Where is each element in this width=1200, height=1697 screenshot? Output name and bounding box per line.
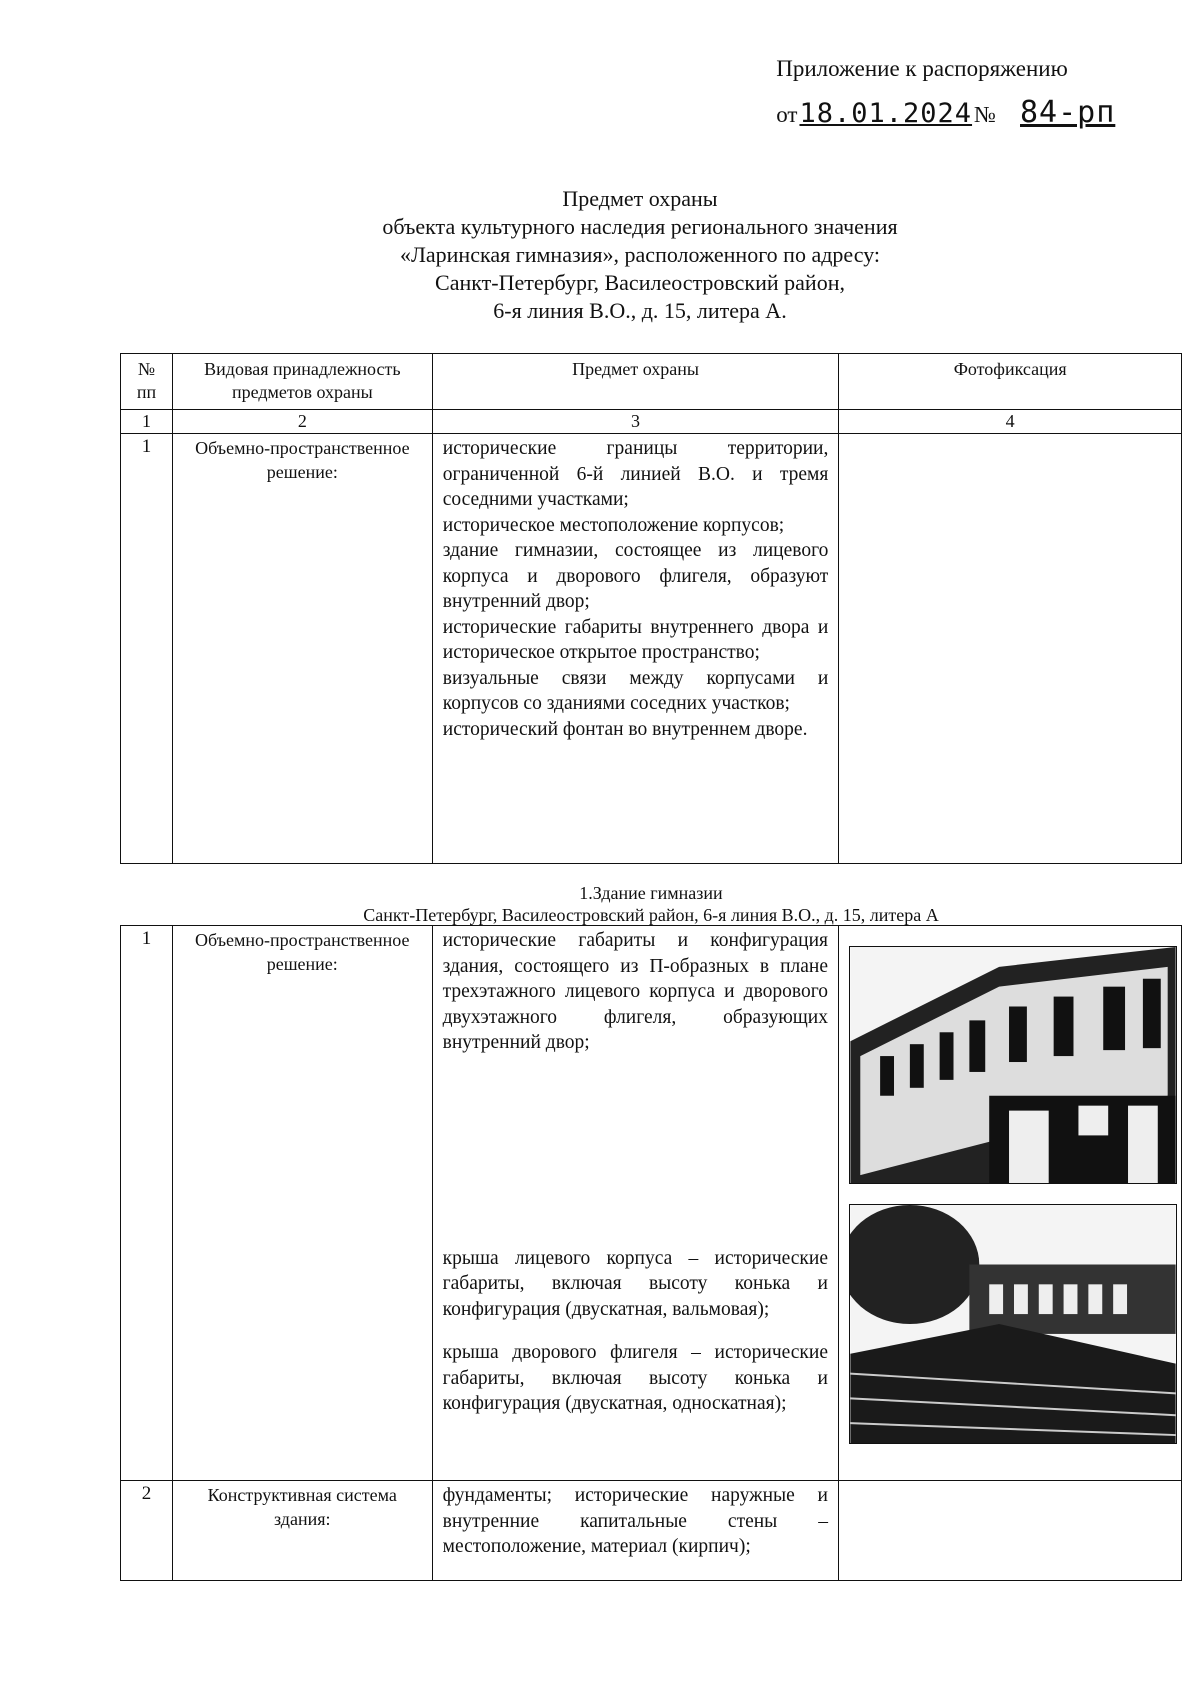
row-number: 2: [121, 1481, 173, 1581]
row-kind: Конструктивная система здания:: [172, 1481, 432, 1581]
appendix-header: [776, 55, 1128, 129]
protection-table-building: [120, 925, 1182, 1581]
subject-item: исторические границы территории, ограниченной 6-й линией В.О. и тремя соседними участками;: [442, 438, 829, 510]
title-line: Предмет охраны: [562, 186, 718, 211]
table-header-row: [121, 354, 1182, 410]
row-photo-empty: [839, 434, 1182, 864]
section-caption: [120, 882, 1182, 926]
from-prefix: от: [776, 102, 798, 127]
facade-photo: [849, 946, 1177, 1184]
header-no: № пп: [121, 354, 173, 410]
row-subject: [432, 434, 839, 864]
section-address: Санкт-Петербург, Василеостровский район, 6-я линия В.О., д. 15, литера А: [363, 905, 939, 925]
appendix-title: Приложение к распоряжению: [776, 56, 1068, 81]
subject-item: исторические габариты и конфигурация здания, состоящего из П-образных в плане трехэтажного лицевого корпуса и дворового двухэтажного флигеля, образующих внутренний двор;: [442, 930, 828, 1053]
col-number: 1: [121, 410, 173, 434]
header-kind: Видовая принадлежность предметов охраны: [172, 354, 432, 410]
title-line: 6-я линия В.О., д. 15, литера А.: [493, 298, 787, 323]
order-reference: [776, 95, 1128, 130]
section-title: 1.Здание гимназии: [579, 883, 723, 903]
subject-item: крыша лицевого корпуса – исторические габариты, включая высоту конька и конфигурация (двускатная, вальмовая);: [442, 1247, 828, 1320]
number-sign: №: [974, 102, 996, 127]
row-photo-empty: [839, 1481, 1182, 1581]
col-number: 4: [839, 410, 1182, 434]
subject-item: здание гимназии, состоящее из лицевого корпуса и дворового флигеля, образуют внутренний двор;: [442, 540, 829, 612]
subject-item: крыша дворового флигеля – исторические габариты, включая высоту конька и конфигурация (двускатная, односкатная);: [442, 1342, 828, 1414]
title-line: «Ларинская гимназия», расположенного по адресу:: [399, 242, 881, 267]
subject-item: визуальные связи между корпусами и корпусов со зданиями соседних участков;: [442, 667, 829, 714]
subject-item: исторические габариты внутреннего двора и историческое открытое пространство;: [442, 616, 829, 663]
row-subject: [432, 1481, 838, 1581]
order-date: 18.01.2024: [799, 98, 973, 129]
row-number: 1: [121, 926, 173, 1481]
title-line: Санкт-Петербург, Василеостровский район,: [435, 270, 845, 295]
header-photo: Фотофиксация: [839, 354, 1182, 410]
col-number: 2: [172, 410, 432, 434]
row-kind: Объемно-пространственное решение:: [172, 434, 432, 864]
row-kind: Объемно-пространственное решение:: [172, 926, 432, 1481]
subject-item: исторический фонтан во внутреннем дворе.: [442, 718, 808, 740]
col-number: 3: [432, 410, 839, 434]
table-number-row: [121, 410, 1182, 434]
subject-item: фундаменты; исторические наружные и внутренние капитальные стены – местоположение, материал (кирпич);: [442, 1485, 828, 1557]
table-row: [121, 1481, 1182, 1581]
row-number: 1: [121, 434, 173, 864]
row-subject: [432, 926, 838, 1481]
protection-table-general: [120, 353, 1182, 864]
document-title: [120, 185, 1160, 325]
roof-photo: [849, 1204, 1177, 1444]
order-number: 84-рп: [1020, 95, 1116, 130]
subject-item: историческое местоположение корпусов;: [442, 514, 785, 536]
title-line: объекта культурного наследия регионального значения: [382, 214, 898, 239]
row-photos: [839, 926, 1182, 1481]
table-row: [121, 926, 1182, 1481]
table-row: [121, 434, 1182, 864]
header-subject: Предмет охраны: [432, 354, 839, 410]
